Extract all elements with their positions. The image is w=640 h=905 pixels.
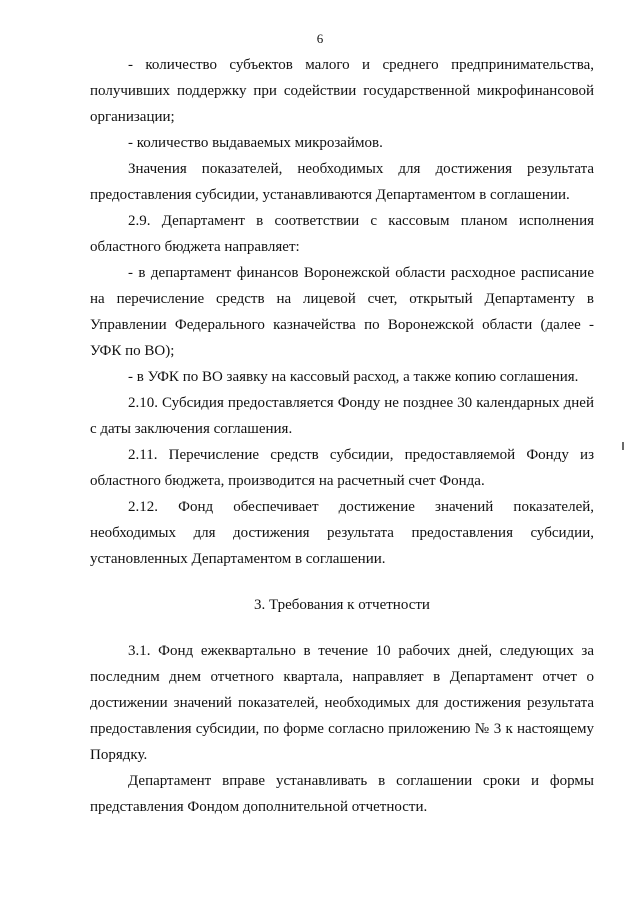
paragraph-indicator-values: Значения показателей, необходимых для достижения результата предоставления субсидии, устанавливаются Департаментом в соглашении. [90, 161, 594, 203]
section-heading: 3. Требования к отчетности [254, 597, 430, 613]
paragraph-2-9-finance-dept: - в департамент финансов Воронежской области расходное расписание на перечисление средств на лицевой счет, открытый Департаменту в Управлении Федерального казначейства по Воронежской области (далее - УФК по ВО); [90, 265, 594, 359]
paragraph-additional-reporting: Департамент вправе устанавливать в соглашении сроки и формы представления Фондом дополнительной отчетности. [90, 773, 594, 815]
document-body [90, 52, 594, 820]
scan-mark [622, 442, 624, 450]
paragraph-2-9-ufk-request: - в УФК по ВО заявку на кассовый расход, а также копию соглашения. [128, 369, 579, 385]
paragraph-2-10: 2.10. Субсидия предоставляется Фонду не позднее 30 календарных дней с даты заключения соглашения. [90, 395, 594, 437]
paragraph-microloans-count: - количество выдаваемых микрозаймов. [128, 135, 383, 151]
paragraph-2-11: 2.11. Перечисление средств субсидии, предоставляемой Фонду из областного бюджета, производится на расчетный счет Фонда. [90, 447, 594, 489]
paragraph-3-1: 3.1. Фонд ежеквартально в течение 10 рабочих дней, следующих за последним днем отчетного квартала, направляет в Департамент отчет о достижении значений показателей, необходимых для достижения результата предоставления субсидии, по форме согласно приложению № 3 к настоящему Порядку. [90, 643, 594, 763]
paragraph-2-12: 2.12. Фонд обеспечивает достижение значений показателей, необходимых для достижения результата предоставления субсидии, установленных Департаментом в соглашении. [90, 499, 594, 567]
paragraph-2-9: 2.9. Департамент в соответствии с кассовым планом исполнения областного бюджета направляет: [90, 213, 594, 255]
paragraph-smp-count: - количество субъектов малого и среднего предпринимательства, получивших поддержку при содействии государственной микрофинансовой организации; [90, 57, 594, 125]
page-number: 6 [316, 31, 324, 46]
